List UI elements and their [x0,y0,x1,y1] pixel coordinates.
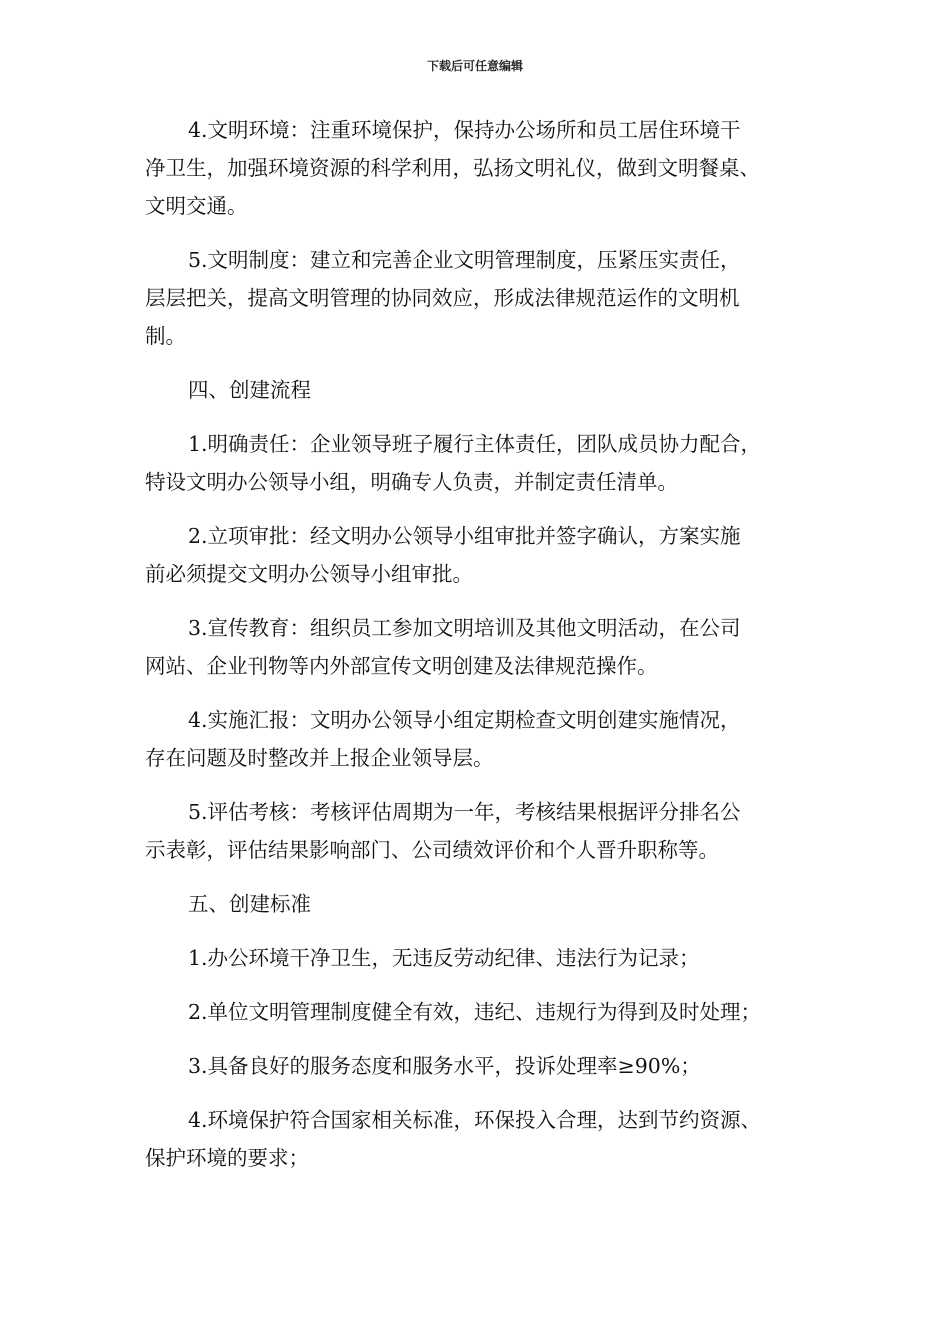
paragraph-line: 5.评估考核：考核评估周期为一年，考核结果根据评分排名公 [188,800,741,824]
paragraph [145,885,825,923]
paragraph-line: 3.具备良好的服务态度和服务水平，投诉处理率≥90%； [188,1054,701,1078]
paragraph-line: 存在问题及时整改并上报企业领导层。 [145,746,494,770]
paragraph-line: 层层把关，提高文明管理的协同效应，形成法律规范运作的文明机 [145,286,740,310]
paragraph [145,609,825,685]
document-body [145,111,825,1193]
paragraph [145,425,825,501]
paragraph-line: 网站、企业刊物等内外部宣传文明创建及法律规范操作。 [145,654,658,678]
paragraph [145,111,825,225]
paragraph [145,1047,825,1085]
paragraph [145,1101,825,1177]
paragraph-line: 净卫生，加强环境资源的科学利用，弘扬文明礼仪，做到文明餐桌、 [145,156,760,180]
paragraph-line: 制。 [145,324,186,348]
paragraph [145,793,825,869]
paragraph-line: 保护环境的要求； [145,1146,309,1170]
paragraph-line: 1.办公环境干净卫生，无违反劳动纪律、违法行为记录； [188,946,700,970]
paragraph-line: 4.文明环境：注重环境保护，保持办公场所和员工居住环境干 [188,118,741,142]
paragraph-line: 示表彰，评估结果影响部门、公司绩效评价和个人晋升职称等。 [145,838,719,862]
paragraph [145,939,825,977]
paragraph-line: 2.立项审批：经文明办公领导小组审批并签字确认，方案实施 [188,524,741,548]
paragraph-line: 四、创建流程 [188,378,311,402]
paragraph [145,517,825,593]
paragraph-line: 特设文明办公领导小组，明确专人负责，并制定责任清单。 [145,470,678,494]
page-header: 下载后可任意编辑 [426,59,523,73]
paragraph [145,701,825,777]
paragraph-line: 五、创建标准 [188,892,311,916]
paragraph-line: 前必须提交文明办公领导小组审批。 [145,562,473,586]
paragraph-line: 2.单位文明管理制度健全有效，违纪、违规行为得到及时处理； [188,1000,762,1024]
paragraph-line: 3.宣传教育：组织员工参加文明培训及其他文明活动，在公司 [188,616,741,640]
paragraph-line: 4.实施汇报：文明办公领导小组定期检查文明创建实施情况， [188,708,741,732]
paragraph-line: 4.环境保护符合国家相关标准，环保投入合理，达到节约资源、 [188,1108,762,1132]
paragraph-line: 文明交通。 [145,194,248,218]
paragraph [145,993,825,1031]
paragraph-line: 1.明确责任：企业领导班子履行主体责任，团队成员协力配合， [188,432,762,456]
paragraph [145,241,825,355]
paragraph [145,371,825,409]
paragraph-line: 5.文明制度：建立和完善企业文明管理制度，压紧压实责任， [188,248,741,272]
